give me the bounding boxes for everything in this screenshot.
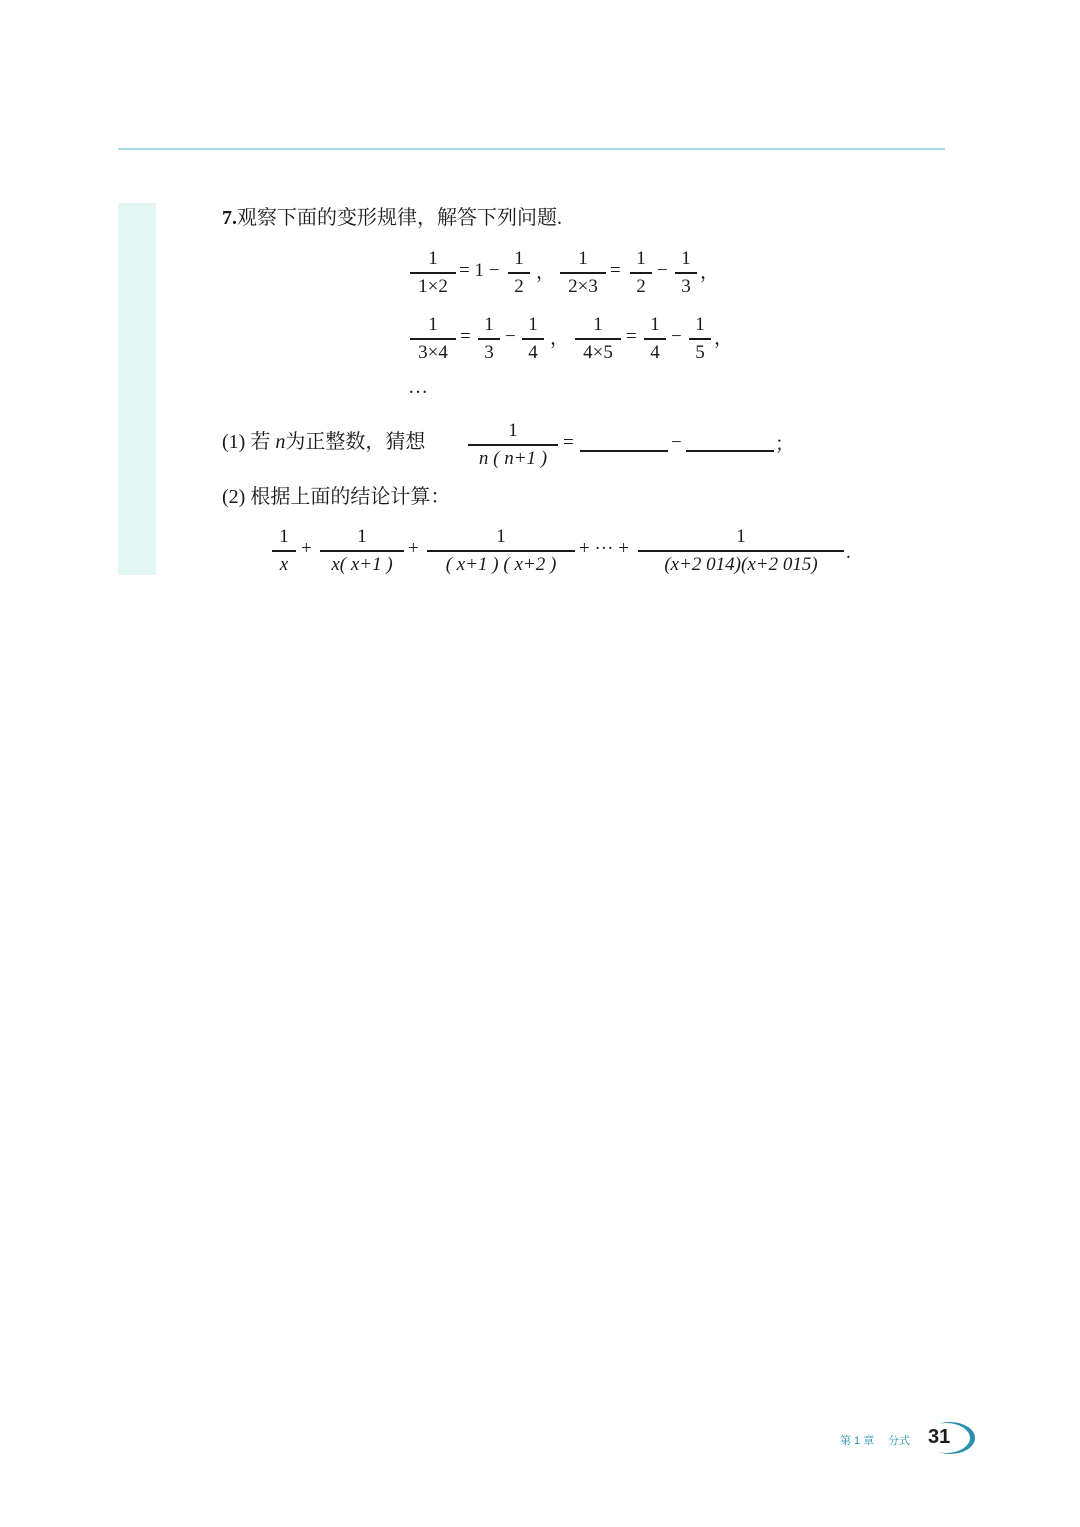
fraction: 1 3×4 [410,314,456,364]
fraction: 1 x [272,526,296,576]
operator: = [460,326,471,347]
fraction: 1 (x+2 014)(x+2 015) [638,526,844,576]
separator: ； [775,434,795,455]
fraction: 1 2 [508,248,530,298]
fraction: 1 5 [689,314,711,364]
fraction: 1 4 [644,314,666,364]
ellipsis: … [408,376,428,398]
answer-blank[interactable] [686,450,774,452]
fraction: 1 x( x+1 ) [320,526,404,576]
operator: = 1 − [459,260,500,281]
fraction: 1 1×2 [410,248,456,298]
fraction: 1 3 [675,248,697,298]
part-label: (2) [222,486,246,508]
page-number: 31 [928,1426,951,1448]
operator: − [657,260,668,281]
fraction: 1 2 [630,248,652,298]
margin-bar [118,203,156,575]
question-prompt: 观察下面的变形规律，解答下列问题. [237,207,562,229]
separator: ， [536,262,556,283]
fraction: 1 4 [522,314,544,364]
fraction: 1 ( x+1 ) ( x+2 ) [427,526,575,576]
operator: = [563,432,574,453]
chapter-label: 第 1 章 [840,1435,875,1447]
fraction: 1 n ( n+1 ) [468,420,558,470]
fraction: 1 3 [478,314,500,364]
page-number-badge [920,1420,976,1456]
operator: − [505,326,516,347]
fraction: 1 2×3 [560,248,606,298]
header-rule [118,148,945,150]
part2-text: (2) 根据上面的结论计算： [222,486,451,508]
separator: ， [714,328,734,349]
operator: + ··· + [579,538,629,559]
answer-blank[interactable] [580,450,668,452]
question-number: 7. [222,207,237,229]
chapter-topic: 分式 [888,1435,910,1447]
operator: + [301,538,312,559]
part1-text: (1) 若 n为正整数，猜想 [222,431,426,453]
operator: = [626,326,637,347]
fraction: 1 4×5 [575,314,621,364]
question-heading [222,206,562,230]
variable: n [275,431,286,453]
operator: − [671,326,682,347]
operator: + [408,538,419,559]
part-label: (1) [222,431,246,453]
operator: = [610,260,621,281]
operator: − [671,432,682,453]
separator: ， [550,328,570,349]
separator: ， [700,262,720,283]
separator: . [846,542,851,563]
